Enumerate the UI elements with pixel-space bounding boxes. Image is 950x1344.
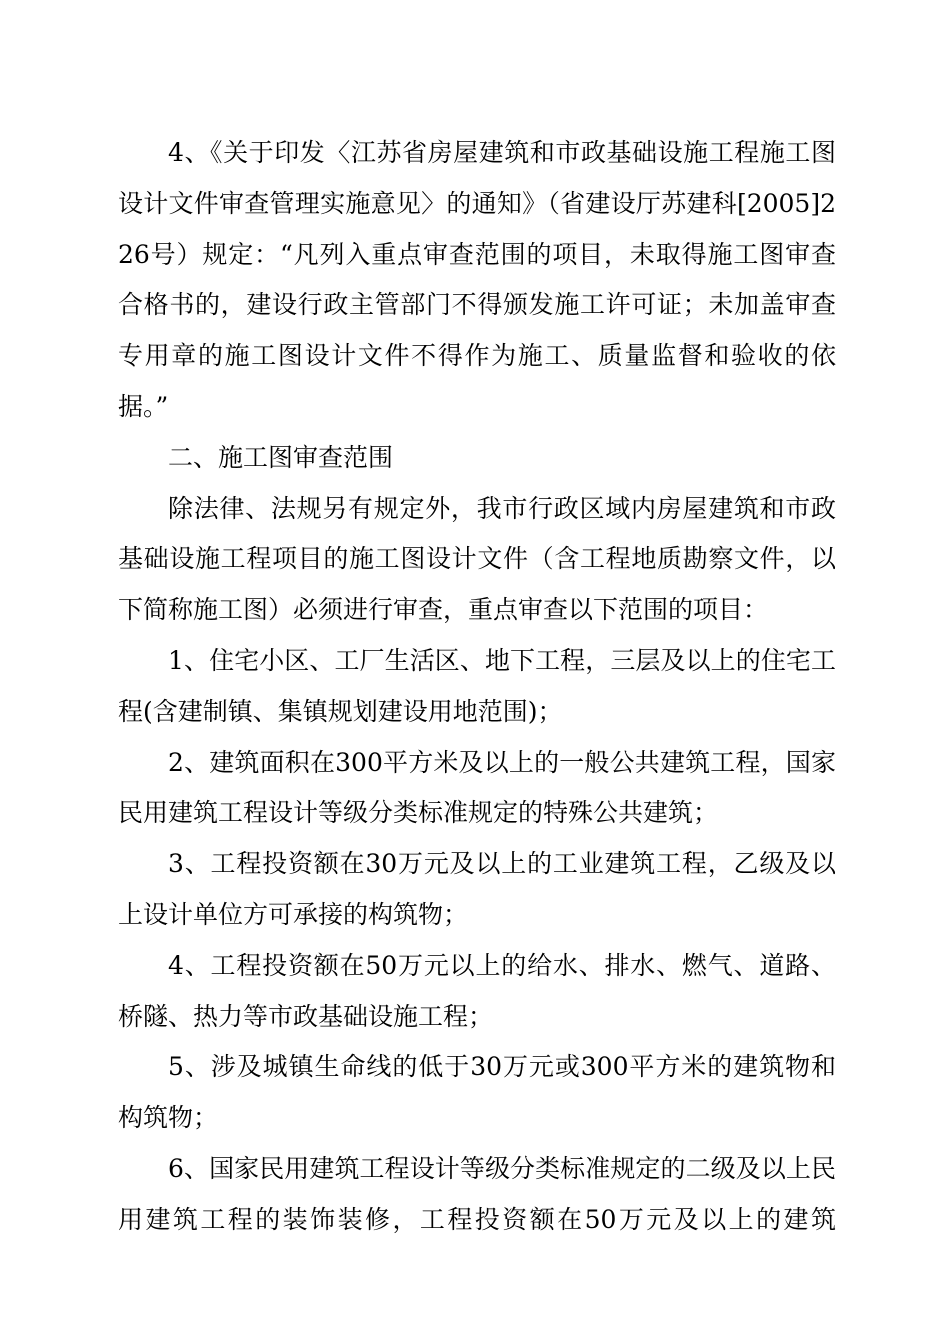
- body-text: [118, 128, 836, 1246]
- section-heading-scope: 二、施工图审查范围: [168, 442, 394, 472]
- list-item-5: 5、涉及城镇生命线的低于30万元或300平方米的建筑物和构筑物；: [118, 1052, 836, 1133]
- list-item-6: 6、国家民用建筑工程设计等级分类标准规定的二级及以上民用建筑工程的装饰装修，工程投资额在50万元及以上的建筑: [118, 1153, 836, 1234]
- list-item-4: 4、工程投资额在50万元以上的给水、排水、燃气、道路、桥隧、热力等市政基础设施工程；: [118, 950, 836, 1031]
- paragraph-regulation-4: 4、《关于印发〈江苏省房屋建筑和市政基础设施工程施工图设计文件审查管理实施意见〉的通知》（省建设厅苏建科[2005]226号）规定：“凡列入重点审查范围的项目，未取得施工图审查合格书的，建设行政主管部门不得颁发施工许可证；未加盖审查专用章的施工图设计文件不得作为施工、质量监督和验收的依据。”: [118, 138, 836, 421]
- list-item-1: 1、住宅小区、工厂生活区、地下工程，三层及以上的住宅工程(含建制镇、集镇规划建设用地范围)；: [118, 645, 836, 726]
- paragraph-scope-intro: 除法律、法规另有规定外，我市行政区域内房屋建筑和市政基础设施工程项目的施工图设计文件（含工程地质勘察文件，以下简称施工图）必须进行审查，重点审查以下范围的项目：: [118, 493, 836, 625]
- list-item-2: 2、建筑面积在300平方米及以上的一般公共建筑工程，国家民用建筑工程设计等级分类标准规定的特殊公共建筑；: [118, 747, 836, 828]
- list-item-3: 3、工程投资额在30万元及以上的工业建筑工程，乙级及以上设计单位方可承接的构筑物；: [118, 849, 836, 929]
